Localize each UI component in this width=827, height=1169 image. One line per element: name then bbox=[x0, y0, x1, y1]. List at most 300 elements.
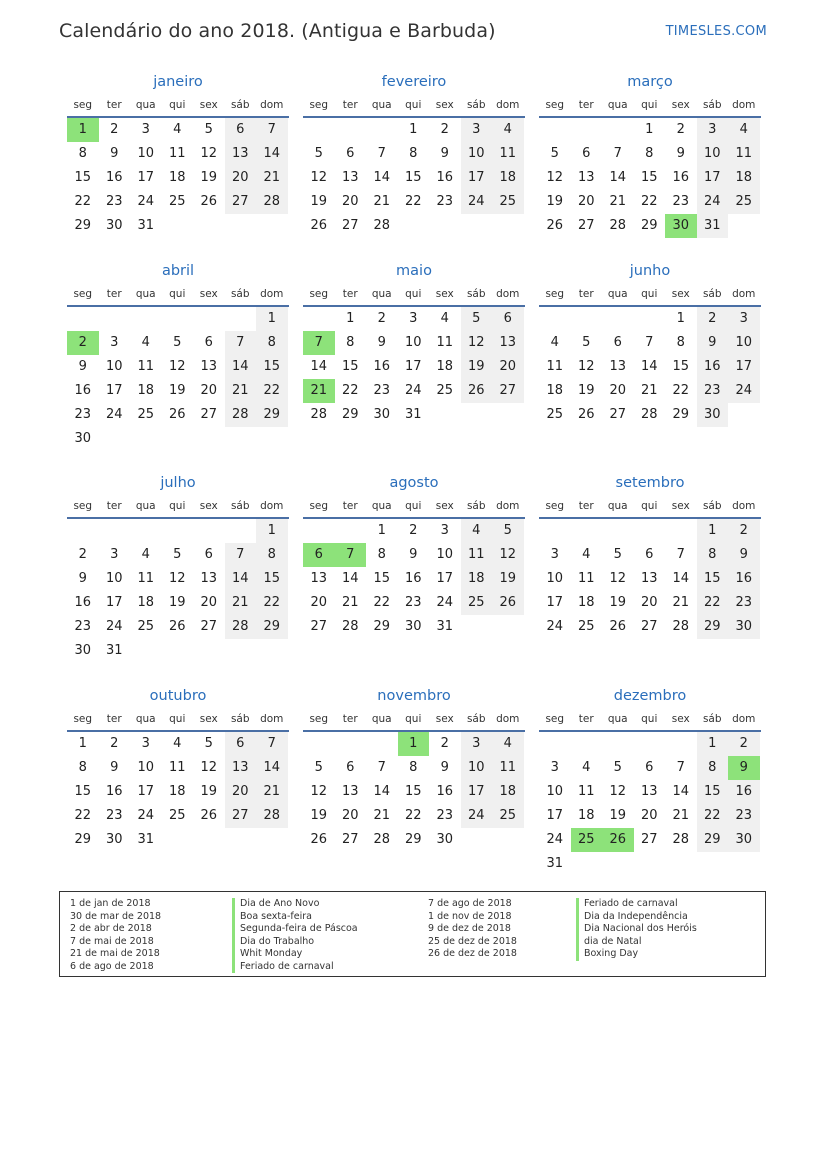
day-cell: 9 bbox=[377, 335, 386, 350]
day-cell: 29 bbox=[256, 403, 288, 427]
day-cell: 19 bbox=[200, 170, 218, 185]
day-cell: 31 bbox=[105, 643, 123, 658]
empty-cell bbox=[602, 118, 634, 142]
empty-cell bbox=[130, 519, 162, 543]
weekday-label: qua bbox=[607, 500, 628, 512]
day-cell: 6 bbox=[613, 335, 622, 350]
day-cell: 5 bbox=[550, 146, 559, 161]
month-name: novembro bbox=[377, 688, 451, 704]
day-cell: 24 bbox=[137, 808, 155, 823]
empty-cell bbox=[303, 519, 335, 543]
day-cell: 21 bbox=[373, 194, 391, 209]
legend-date: 25 de dez de 2018 bbox=[428, 935, 517, 947]
days-grid bbox=[539, 519, 761, 639]
weekday-label: dom bbox=[732, 99, 756, 111]
empty-cell bbox=[335, 519, 367, 543]
day-cell: 4 bbox=[492, 118, 524, 142]
day-cell: 22 bbox=[697, 591, 729, 615]
day-cell: 28 bbox=[341, 619, 359, 634]
legend-date: 6 de ago de 2018 bbox=[70, 960, 154, 972]
day-cell: 29 bbox=[672, 407, 690, 422]
day-cell: 25 bbox=[436, 383, 454, 398]
day-cell: 21 bbox=[672, 595, 690, 610]
day-cell: 19 bbox=[492, 567, 524, 591]
weekday-label: dom bbox=[496, 99, 520, 111]
empty-cell bbox=[571, 519, 603, 543]
day-cell: 22 bbox=[697, 804, 729, 828]
month-abril bbox=[67, 261, 289, 451]
legend-holiday-name: Segunda-feira de Páscoa bbox=[232, 923, 358, 936]
day-cell: 2 bbox=[110, 736, 119, 751]
days-grid bbox=[67, 732, 289, 852]
month-name: maio bbox=[396, 263, 432, 279]
day-cell: 4 bbox=[141, 547, 150, 562]
day-cell: 18 bbox=[137, 383, 155, 398]
day-cell: 15 bbox=[341, 359, 359, 374]
day-cell: 12 bbox=[546, 170, 564, 185]
day-cell: 7 bbox=[676, 547, 685, 562]
day-cell: 27 bbox=[310, 619, 328, 634]
day-cell: 7 bbox=[377, 760, 386, 775]
weekday-label: qui bbox=[405, 713, 422, 725]
weekday-label: ter bbox=[578, 99, 594, 111]
day-cell: 11 bbox=[168, 760, 186, 775]
day-cell: 3 bbox=[697, 118, 729, 142]
day-cell: 7 bbox=[225, 543, 257, 567]
day-cell: 18 bbox=[492, 780, 524, 804]
weekday-label: ter bbox=[106, 99, 122, 111]
days-grid bbox=[67, 118, 289, 238]
day-cell: 10 bbox=[105, 571, 123, 586]
day-cell: 1 bbox=[78, 736, 87, 751]
weekday-label: sex bbox=[671, 288, 690, 300]
weekday-label: sex bbox=[199, 99, 218, 111]
day-cell: 25 bbox=[168, 808, 186, 823]
empty-cell bbox=[366, 732, 398, 756]
day-cell: 12 bbox=[200, 760, 218, 775]
weekday-header bbox=[67, 94, 289, 118]
day-cell: 14 bbox=[341, 571, 359, 586]
day-cell: 20 bbox=[577, 194, 595, 209]
day-cell: 26 bbox=[461, 379, 493, 403]
days-grid bbox=[539, 732, 761, 876]
day-cell: 19 bbox=[577, 383, 595, 398]
day-cell: 3 bbox=[550, 760, 559, 775]
empty-cell bbox=[634, 307, 666, 331]
weekday-label: sáb bbox=[230, 99, 250, 111]
month-name: setembro bbox=[615, 475, 685, 491]
day-cell: 7 bbox=[256, 732, 288, 756]
day-cell: 24 bbox=[546, 832, 564, 847]
weekday-label: qui bbox=[405, 288, 422, 300]
day-cell: 16 bbox=[672, 170, 690, 185]
weekday-label: seg bbox=[73, 713, 93, 725]
weekday-label: qua bbox=[135, 500, 156, 512]
weekday-label: sáb bbox=[702, 713, 722, 725]
holiday-day-cell: 7 bbox=[335, 543, 367, 567]
day-cell: 29 bbox=[697, 828, 729, 852]
weekday-label: dom bbox=[732, 500, 756, 512]
day-cell: 12 bbox=[609, 571, 627, 586]
day-cell: 1 bbox=[697, 519, 729, 543]
day-cell: 16 bbox=[697, 355, 729, 379]
day-cell: 11 bbox=[137, 359, 155, 374]
weekday-label: sex bbox=[671, 500, 690, 512]
day-cell: 6 bbox=[492, 307, 524, 331]
weekday-label: sex bbox=[199, 500, 218, 512]
day-cell: 29 bbox=[256, 615, 288, 639]
weekday-label: ter bbox=[578, 288, 594, 300]
day-cell: 27 bbox=[225, 804, 257, 828]
weekday-label: qua bbox=[135, 99, 156, 111]
day-cell: 14 bbox=[640, 359, 658, 374]
weekday-label: sáb bbox=[702, 99, 722, 111]
day-cell: 6 bbox=[582, 146, 591, 161]
day-cell: 9 bbox=[697, 331, 729, 355]
holiday-day-cell: 21 bbox=[303, 379, 335, 403]
day-cell: 30 bbox=[74, 431, 92, 446]
empty-cell bbox=[366, 118, 398, 142]
empty-cell bbox=[303, 118, 335, 142]
day-cell: 10 bbox=[697, 142, 729, 166]
empty-cell bbox=[67, 519, 99, 543]
day-cell: 13 bbox=[341, 170, 359, 185]
day-cell: 28 bbox=[672, 832, 690, 847]
day-cell: 10 bbox=[546, 784, 564, 799]
weekday-label: sáb bbox=[702, 500, 722, 512]
weekday-label: qua bbox=[607, 99, 628, 111]
day-cell: 1 bbox=[676, 311, 685, 326]
day-cell: 6 bbox=[645, 760, 654, 775]
day-cell: 23 bbox=[404, 595, 422, 610]
day-cell: 26 bbox=[609, 619, 627, 634]
day-cell: 8 bbox=[697, 543, 729, 567]
legend-date: 1 de nov de 2018 bbox=[428, 910, 512, 922]
month-setembro bbox=[539, 473, 761, 639]
day-cell: 6 bbox=[346, 146, 355, 161]
day-cell: 2 bbox=[440, 122, 449, 137]
day-cell: 15 bbox=[697, 780, 729, 804]
days-grid bbox=[303, 519, 525, 639]
day-cell: 31 bbox=[137, 832, 155, 847]
weekday-label: seg bbox=[545, 500, 565, 512]
day-cell: 4 bbox=[461, 519, 493, 543]
empty-cell bbox=[571, 118, 603, 142]
day-cell: 8 bbox=[676, 335, 685, 350]
day-cell: 17 bbox=[404, 359, 422, 374]
weekday-header bbox=[67, 283, 289, 307]
day-cell: 26 bbox=[546, 218, 564, 233]
day-cell: 26 bbox=[168, 407, 186, 422]
day-cell: 15 bbox=[373, 571, 391, 586]
weekday-label: qui bbox=[641, 713, 658, 725]
day-cell: 18 bbox=[577, 595, 595, 610]
day-cell: 16 bbox=[728, 780, 760, 804]
day-cell: 24 bbox=[461, 804, 493, 828]
day-cell: 15 bbox=[256, 355, 288, 379]
day-cell: 5 bbox=[173, 335, 182, 350]
weekday-label: dom bbox=[496, 713, 520, 725]
day-cell: 15 bbox=[256, 567, 288, 591]
empty-cell bbox=[602, 519, 634, 543]
weekday-label: sex bbox=[435, 500, 454, 512]
empty-cell bbox=[634, 732, 666, 756]
day-cell: 3 bbox=[461, 118, 493, 142]
day-cell: 23 bbox=[728, 804, 760, 828]
weekday-header bbox=[539, 708, 761, 732]
day-cell: 13 bbox=[492, 331, 524, 355]
day-cell: 5 bbox=[314, 760, 323, 775]
empty-cell bbox=[571, 307, 603, 331]
weekday-label: qui bbox=[405, 99, 422, 111]
day-cell: 7 bbox=[256, 118, 288, 142]
day-cell: 20 bbox=[492, 355, 524, 379]
weekday-label: sáb bbox=[230, 500, 250, 512]
day-cell: 4 bbox=[582, 547, 591, 562]
day-cell: 27 bbox=[640, 619, 658, 634]
weekday-label: dom bbox=[732, 288, 756, 300]
day-cell: 12 bbox=[577, 359, 595, 374]
month-dezembro bbox=[539, 686, 761, 876]
day-cell: 25 bbox=[137, 407, 155, 422]
day-cell: 29 bbox=[74, 218, 92, 233]
day-cell: 5 bbox=[582, 335, 591, 350]
weekday-label: sex bbox=[671, 99, 690, 111]
page-title: Calendário do ano 2018. (Antigua e Barbuda) bbox=[59, 20, 496, 42]
empty-cell bbox=[162, 307, 194, 331]
day-cell: 16 bbox=[728, 567, 760, 591]
day-cell: 3 bbox=[110, 335, 119, 350]
weekday-label: seg bbox=[73, 500, 93, 512]
day-cell: 16 bbox=[105, 170, 123, 185]
weekday-header bbox=[303, 94, 525, 118]
weekday-label: qua bbox=[371, 288, 392, 300]
day-cell: 17 bbox=[546, 595, 564, 610]
weekday-label: sáb bbox=[466, 99, 486, 111]
weekday-label: sáb bbox=[230, 288, 250, 300]
day-cell: 4 bbox=[550, 335, 559, 350]
weekday-label: qua bbox=[607, 713, 628, 725]
day-cell: 24 bbox=[404, 383, 422, 398]
day-cell: 10 bbox=[546, 571, 564, 586]
day-cell: 29 bbox=[341, 407, 359, 422]
day-cell: 28 bbox=[373, 832, 391, 847]
weekday-label: sáb bbox=[466, 288, 486, 300]
day-cell: 9 bbox=[78, 359, 87, 374]
day-cell: 20 bbox=[310, 595, 328, 610]
day-cell: 11 bbox=[461, 543, 493, 567]
day-cell: 25 bbox=[577, 619, 595, 634]
days-grid bbox=[67, 307, 289, 451]
day-cell: 28 bbox=[373, 218, 391, 233]
day-cell: 12 bbox=[168, 571, 186, 586]
day-cell: 22 bbox=[256, 591, 288, 615]
holiday-day-cell: 1 bbox=[67, 118, 99, 142]
month-novembro bbox=[303, 686, 525, 852]
day-cell: 3 bbox=[110, 547, 119, 562]
day-cell: 14 bbox=[256, 756, 288, 780]
day-cell: 5 bbox=[461, 307, 493, 331]
day-cell: 18 bbox=[168, 170, 186, 185]
day-cell: 30 bbox=[373, 407, 391, 422]
weekday-label: sáb bbox=[466, 500, 486, 512]
weekday-label: dom bbox=[732, 713, 756, 725]
day-cell: 24 bbox=[436, 595, 454, 610]
day-cell: 20 bbox=[225, 780, 257, 804]
legend-date: 7 de mai de 2018 bbox=[70, 935, 154, 947]
day-cell: 15 bbox=[74, 170, 92, 185]
day-cell: 8 bbox=[78, 760, 87, 775]
month-name: junho bbox=[629, 263, 671, 279]
day-cell: 22 bbox=[640, 194, 658, 209]
day-cell: 1 bbox=[346, 311, 355, 326]
day-cell: 20 bbox=[225, 166, 257, 190]
day-cell: 8 bbox=[346, 335, 355, 350]
day-cell: 23 bbox=[105, 194, 123, 209]
weekday-label: ter bbox=[342, 99, 358, 111]
weekday-label: sáb bbox=[466, 713, 486, 725]
day-cell: 14 bbox=[672, 784, 690, 799]
legend-holiday-name: Dia de Ano Novo bbox=[232, 898, 358, 911]
day-cell: 12 bbox=[200, 146, 218, 161]
day-cell: 19 bbox=[461, 355, 493, 379]
day-cell: 22 bbox=[373, 595, 391, 610]
day-cell: 21 bbox=[225, 379, 257, 403]
weekday-label: ter bbox=[106, 713, 122, 725]
empty-cell bbox=[539, 519, 571, 543]
day-cell: 19 bbox=[168, 383, 186, 398]
weekday-label: seg bbox=[309, 99, 329, 111]
empty-cell bbox=[303, 307, 335, 331]
day-cell: 28 bbox=[640, 407, 658, 422]
month-julho bbox=[67, 473, 289, 663]
holiday-day-cell: 1 bbox=[398, 732, 430, 756]
day-cell: 14 bbox=[373, 784, 391, 799]
day-cell: 3 bbox=[461, 732, 493, 756]
weekday-label: sex bbox=[199, 288, 218, 300]
day-cell: 27 bbox=[341, 832, 359, 847]
day-cell: 28 bbox=[225, 615, 257, 639]
day-cell: 4 bbox=[582, 760, 591, 775]
weekday-label: ter bbox=[342, 713, 358, 725]
day-cell: 24 bbox=[137, 194, 155, 209]
day-cell: 7 bbox=[645, 335, 654, 350]
day-cell: 15 bbox=[404, 784, 422, 799]
weekday-header bbox=[303, 495, 525, 519]
day-cell: 31 bbox=[546, 856, 564, 871]
day-cell: 3 bbox=[141, 736, 150, 751]
day-cell: 22 bbox=[74, 808, 92, 823]
day-cell: 19 bbox=[200, 784, 218, 799]
day-cell: 3 bbox=[728, 307, 760, 331]
day-cell: 16 bbox=[74, 383, 92, 398]
empty-cell bbox=[67, 307, 99, 331]
day-cell: 30 bbox=[404, 619, 422, 634]
day-cell: 29 bbox=[640, 218, 658, 233]
day-cell: 13 bbox=[225, 756, 257, 780]
weekday-label: seg bbox=[309, 288, 329, 300]
brand-link[interactable]: TIMESLES.COM bbox=[665, 24, 767, 39]
day-cell: 2 bbox=[409, 523, 418, 538]
day-cell: 20 bbox=[640, 595, 658, 610]
day-cell: 22 bbox=[256, 379, 288, 403]
day-cell: 3 bbox=[550, 547, 559, 562]
day-cell: 30 bbox=[697, 403, 729, 427]
day-cell: 27 bbox=[200, 619, 218, 634]
day-cell: 2 bbox=[110, 122, 119, 137]
empty-cell bbox=[225, 307, 257, 331]
legend-date: 21 de mai de 2018 bbox=[70, 948, 160, 959]
day-cell: 18 bbox=[137, 595, 155, 610]
day-cell: 4 bbox=[492, 732, 524, 756]
day-cell: 16 bbox=[436, 784, 454, 799]
day-cell: 30 bbox=[728, 828, 760, 852]
day-cell: 27 bbox=[640, 832, 658, 847]
day-cell: 15 bbox=[74, 784, 92, 799]
days-grid bbox=[539, 307, 761, 427]
day-cell: 20 bbox=[609, 383, 627, 398]
days-grid bbox=[539, 118, 761, 238]
day-cell: 23 bbox=[436, 194, 454, 209]
day-cell: 8 bbox=[377, 547, 386, 562]
day-cell: 11 bbox=[492, 142, 524, 166]
day-cell: 13 bbox=[200, 359, 218, 374]
day-cell: 14 bbox=[672, 571, 690, 586]
day-cell: 15 bbox=[640, 170, 658, 185]
weekday-label: ter bbox=[342, 288, 358, 300]
legend-names-left bbox=[232, 898, 358, 973]
day-cell: 26 bbox=[200, 194, 218, 209]
day-cell: 30 bbox=[105, 218, 123, 233]
day-cell: 8 bbox=[645, 146, 654, 161]
day-cell: 12 bbox=[310, 170, 328, 185]
weekday-header bbox=[67, 708, 289, 732]
day-cell: 1 bbox=[645, 122, 654, 137]
day-cell: 16 bbox=[105, 784, 123, 799]
weekday-label: ter bbox=[106, 288, 122, 300]
holiday-day-cell: 6 bbox=[303, 543, 335, 567]
empty-cell bbox=[193, 519, 225, 543]
day-cell: 1 bbox=[256, 519, 288, 543]
day-cell: 3 bbox=[440, 523, 449, 538]
weekday-label: qui bbox=[169, 99, 186, 111]
day-cell: 8 bbox=[697, 756, 729, 780]
day-cell: 25 bbox=[492, 804, 524, 828]
weekday-label: qui bbox=[641, 99, 658, 111]
day-cell: 11 bbox=[577, 784, 595, 799]
day-cell: 11 bbox=[728, 142, 760, 166]
day-cell: 18 bbox=[728, 166, 760, 190]
legend-holiday-name: Boa sexta-feira bbox=[232, 911, 358, 924]
day-cell: 27 bbox=[609, 407, 627, 422]
empty-cell bbox=[539, 307, 571, 331]
weekday-label: sex bbox=[435, 288, 454, 300]
day-cell: 18 bbox=[168, 784, 186, 799]
holiday-day-cell: 2 bbox=[67, 331, 99, 355]
empty-cell bbox=[193, 307, 225, 331]
empty-cell bbox=[539, 732, 571, 756]
day-cell: 25 bbox=[168, 194, 186, 209]
day-cell: 23 bbox=[74, 407, 92, 422]
day-cell: 22 bbox=[404, 808, 422, 823]
day-cell: 6 bbox=[204, 547, 213, 562]
day-cell: 27 bbox=[492, 379, 524, 403]
day-cell: 24 bbox=[697, 190, 729, 214]
day-cell: 8 bbox=[256, 331, 288, 355]
day-cell: 9 bbox=[110, 760, 119, 775]
day-cell: 14 bbox=[310, 359, 328, 374]
legend-date: 2 de abr de 2018 bbox=[70, 923, 152, 934]
